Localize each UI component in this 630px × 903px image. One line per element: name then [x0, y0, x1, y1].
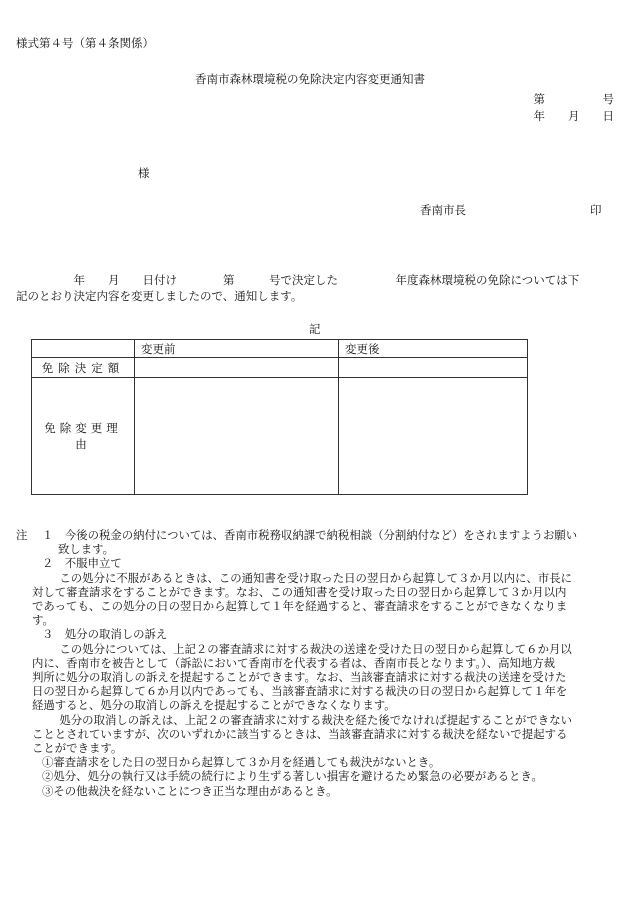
- note-3-line-5: 経過すると、処分の取消しの訴えを提起することができなくなります。: [32, 698, 396, 713]
- ki-marker: 記: [309, 322, 321, 336]
- note-2-line-2: 対して審査請求をすることができます。なお、この通知書を受け取った日の翌日から起算して３か月以内: [32, 584, 567, 599]
- note-3-line-7: こととされていますが、次のいずれかに該当するときは、当該審査請求に対する裁決を経ないで提起する: [32, 726, 568, 741]
- note-3-heading: ３ 処分の取消しの訴え: [42, 627, 168, 642]
- body-text-line-1: 年 月 日付け 第 号で決定した 年度森林環境税の免除については下: [16, 273, 580, 287]
- form-number: 様式第４号（第４条関係）: [16, 36, 154, 50]
- amount-after-cell: [339, 358, 528, 378]
- condition-2: ②処分、処分の執行又は手続の続行により生ずる著しい損害を避けるため緊急の必要があるとき。: [42, 769, 543, 784]
- reason-before-cell: [135, 378, 339, 495]
- note-1-line-2: 致します。: [58, 542, 115, 557]
- document-number: 第 号: [533, 92, 614, 106]
- notes-marker: 注: [16, 528, 28, 542]
- amount-before-cell: [135, 358, 339, 378]
- note-3-line-1: この処分については、上記２の審査請求に対する裁決の送達を受けた日の翌日から起算して６か月以: [48, 641, 572, 656]
- seal-mark: 印: [590, 203, 602, 217]
- table-row-amount: [32, 358, 528, 378]
- addressee-honorific: 様: [138, 166, 150, 180]
- note-3-line-8: ことができます。: [32, 741, 123, 756]
- document-date: 年 月 日: [533, 109, 614, 123]
- note-2-heading: ２ 不服申立て: [42, 556, 122, 571]
- reason-after-cell: [339, 378, 528, 495]
- note-3-line-6: 処分の取消しの訴えは、上記２の審査請求に対する裁決を経た後でなければ提起することができない: [48, 712, 572, 727]
- table-corner-cell: [32, 340, 135, 358]
- body-text-line-2: 記のとおり決定内容を変更しましたので、通知します。: [16, 289, 303, 303]
- table-header-row: [32, 340, 528, 358]
- table-row-reason: [32, 378, 528, 495]
- note-1-line-1: １ 今後の税金の納付については、香南市税務収納課で納税相談（分割納付など）をされますようお願い: [42, 528, 578, 542]
- column-before-header: 変更前: [135, 340, 339, 358]
- note-2-line-3: であっても、この処分の日の翌日から起算して１年を経過すると、審査請求をすることができなくなりま: [32, 599, 568, 614]
- row-amount-label: 免除決定額: [32, 358, 135, 378]
- notes-section: [16, 528, 616, 798]
- issuer-name: 香南市長: [420, 203, 466, 217]
- change-table: [31, 339, 528, 495]
- document-title: 香南市森林環境税の免除決定内容変更通知書: [195, 72, 425, 86]
- note-2-line-1: この処分に不服があるときは、この通知書を受け取った日の翌日から起算して３か月以内に、市長に: [48, 570, 572, 585]
- column-after-header: 変更後: [339, 340, 528, 358]
- note-3-line-2: 内に、香南市を被告として（訴訟において香南市を代表する者は、香南市長となります。）、高知地方裁: [32, 655, 556, 670]
- condition-3: ③その他裁決を経ないことにつき正当な理由があるとき。: [42, 783, 338, 798]
- row-reason-label: 免除変更理由: [32, 378, 135, 495]
- note-3-line-3: 判所に処分の取消しの訴えを提起することができます。なお、当該審査請求に対する裁決の送達を受けた: [32, 670, 567, 685]
- condition-1: ①審査請求をした日の翌日から起算して３か月を経過しても裁決がないとき。: [42, 755, 441, 770]
- note-2-line-4: す。: [32, 613, 54, 628]
- note-3-line-4: 日の翌日から起算して６か月以内であっても、当該審査請求に対する裁決の日の翌日から起算して１年を: [32, 684, 568, 699]
